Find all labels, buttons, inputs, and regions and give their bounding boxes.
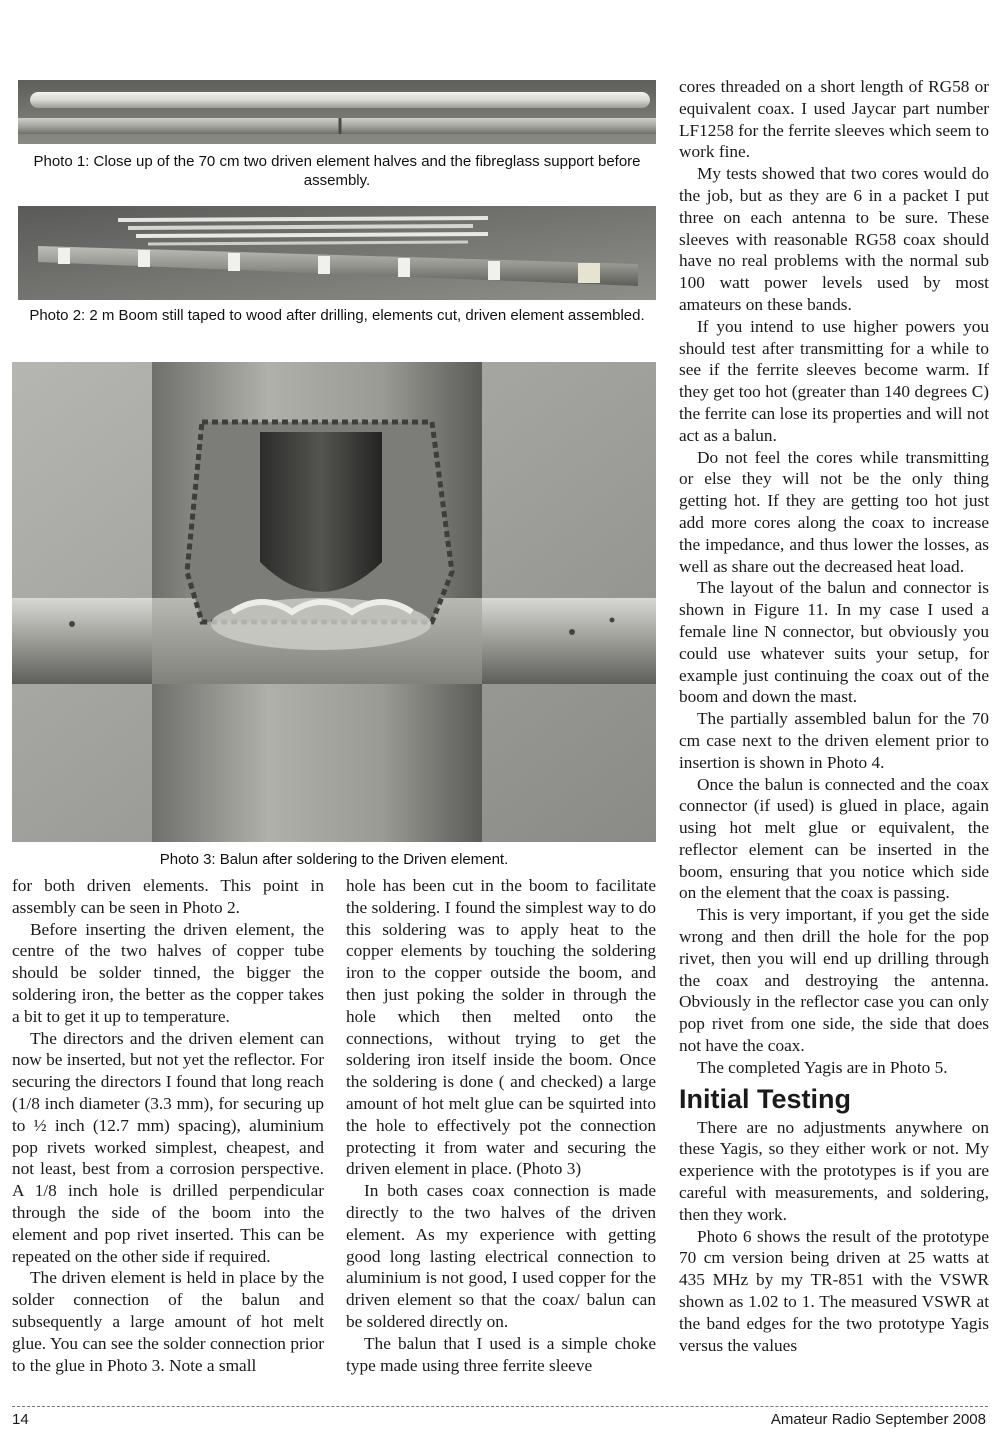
page-number: 14 <box>12 1411 29 1428</box>
footer-rule <box>12 1406 988 1407</box>
photo-2 <box>18 206 656 300</box>
paragraph: In both cases coax connection is made directly to the two halves of the driven element. As my experience with getting good long lasting electrical connection to aluminium is not good, I used copper for the driven element so that the coax/ balun can be soldered directly on. <box>346 1181 656 1331</box>
paragraph: The balun that I used is a simple choke type made using three ferrite sleeve <box>346 1333 656 1375</box>
photo-2-image <box>18 206 656 300</box>
column-middle <box>346 875 656 1376</box>
paragraph: Once the balun is connected and the coax connector (if used) is glued in place, again using hot melt glue or equivalent, the reflector element can be inserted in the boom, ensuring that you notice which side on the element that the coax is passing. <box>679 774 989 903</box>
paragraph: Photo 6 shows the result of the prototype 70 cm version being driven at 25 watts at 435 MHz by my TR-851 with the VSWR shown as 1.02 to 1. The measured VSWR at the band edges for the two prototype Yagis versus the values <box>679 1226 989 1355</box>
paragraph: for both driven elements. This point in assembly can be seen in Photo 2. <box>12 876 324 917</box>
photo-1-caption: Photo 1: Close up of the 70 cm two driven element halves and the fibreglass support before assembly. <box>33 153 641 189</box>
photo-3-image <box>12 362 656 842</box>
photo-3 <box>12 362 656 842</box>
paragraph: The completed Yagis are in Photo 5. <box>697 1057 948 1077</box>
paragraph: The directors and the driven element can now be inserted, but not yet the reflector. For securing the directors I found that long reach (1/8 inch diameter (3.3 mm), for securing up to ½ inch (12.7 mm) spacing), aluminium pop rivets worked simplest, cheapest, and not least, best from a corrosion perspective. A 1/8 inch hole is drilled perpendicular through the side of the boom into the element and pop rivet inserted. This can be repeated on the other side if required. <box>12 1028 324 1266</box>
photo-3-caption: Photo 3: Balun after soldering to the Driven element. <box>159 851 509 868</box>
column-left <box>12 875 324 1376</box>
paragraph: The driven element is held in place by the solder connection of the balun and subsequently a large amount of hot melt glue. You can see the solder connection prior to the glue in Photo 3. Note a small <box>12 1268 324 1375</box>
photo-1-image <box>18 80 656 144</box>
paragraph: My tests showed that two cores would do the job, but as they are 6 in a packet I put three on each antenna to be sure. These sleeves with reasonable RG58 coax should have no real problems with the normal sub 100 watt power levels used by most amateurs on these bands. <box>679 164 989 314</box>
paragraph: Before inserting the driven element, the centre of the two halves of copper tube should be solder tinned, the bigger the soldering iron, the better as the copper takes a bit to get it up to temperature. <box>12 919 324 1026</box>
paragraph: The layout of the balun and connector is shown in Figure 11. In my case I used a female line N connector, but obviously you could use whatever suits your setup, for example just continuing the coax out of the boom and down the mast. <box>679 578 989 707</box>
paragraph: cores threaded on a short length of RG58 or equivalent coax. I used Jaycar part number LF1258 for the ferrite sleeves which seem to work fine. <box>679 77 989 162</box>
paragraph: hole has been cut in the boom to facilitate the soldering. I found the simplest way to do this soldering was to apply heat to the copper elements by touching the soldering iron to the copper outside the boom, and then just poking the solder in through the hole which then melted onto the connections, without trying to get the soldering iron itself inside the boom. Once the soldering is done ( and checked) a large amount of hot melt glue can be squirted into the hole to effectively pot the connection protecting it from water and securing the driven element in place. (Photo 3) <box>346 876 656 1179</box>
column-right <box>679 76 989 1356</box>
photo-2-caption: Photo 2: 2 m Boom still taped to wood after drilling, elements cut, driven element assembled. <box>29 307 645 324</box>
paragraph: There are no adjustments anywhere on these Yagis, so they either work or not. My experience with the prototypes is if you are careful with measurements, and soldering, then they work. <box>679 1117 989 1224</box>
paragraph: This is very important, if you get the side wrong and then drill the hole for the pop rivet, then you will end up drilling through the coax and destroying the antenna. Obviously in the reflector case you can only pop rivet from one side, the side that does not have the coax. <box>679 905 989 1056</box>
paragraph: Do not feel the cores while transmitting or else they will not be the only thing getting hot. If they are getting too hot just add more cores along the coax to increase the impedance, and thus lower the losses, as well as share out the decreased heat load. <box>679 447 989 576</box>
paragraph: The partially assembled balun for the 70 cm case next to the driven element prior to insertion is shown in Photo 4. <box>679 709 989 772</box>
paragraph: If you intend to use higher powers you should test after transmitting for a while to see if the ferrite sleeves become warm. If they get too hot (greater than 140 degrees C) the ferrite can lose its properties and will not act as a balun. <box>679 316 989 445</box>
magazine-issue: Amateur Radio September 2008 <box>770 1411 986 1428</box>
section-heading: Initial Testing <box>679 1083 852 1114</box>
photo-1 <box>18 80 656 144</box>
